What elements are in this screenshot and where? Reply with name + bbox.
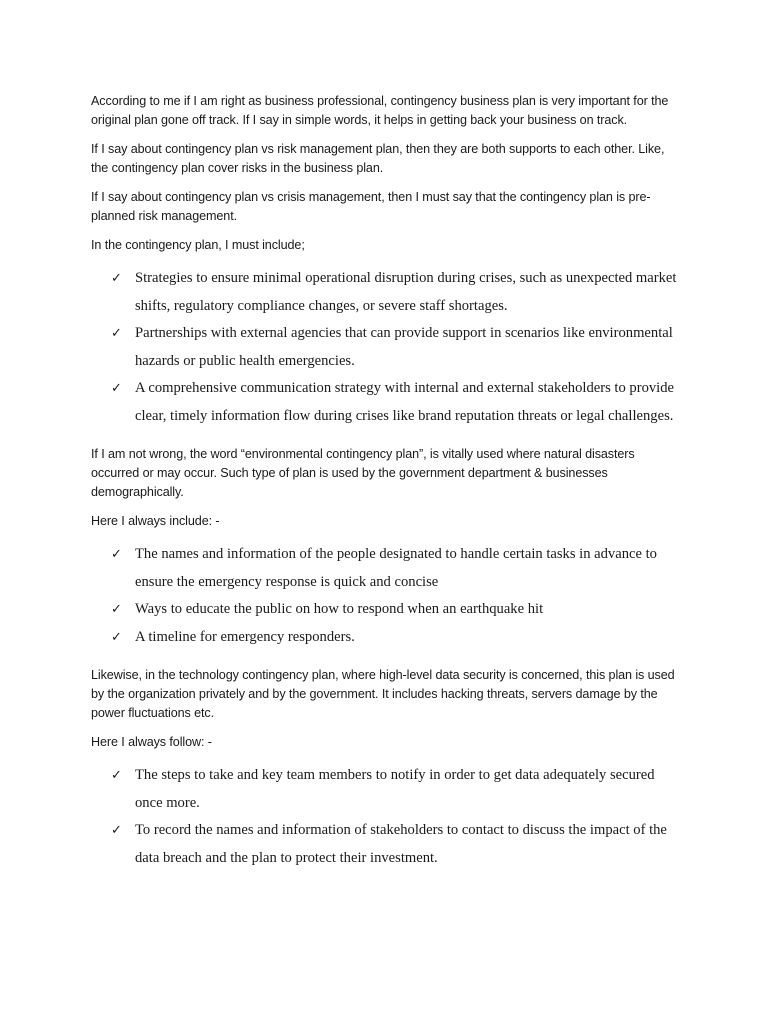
list-item <box>91 624 683 652</box>
document-body <box>91 92 683 887</box>
checkmark-icon: ✓ <box>111 602 122 617</box>
always-include-lead: Here I always include: - <box>91 514 220 528</box>
checkmark-icon: ✓ <box>111 823 122 838</box>
list-item-text: The names and information of the people designated to handle certain tasks in advance to ensure the emergency response is quick and concise <box>135 546 657 590</box>
list-item <box>91 541 683 596</box>
list-item-text: Strategies to ensure minimal operational disruption during crises, such as unexpected market shifts, regulatory compliance changes, or severe staff shortages. <box>135 270 677 314</box>
list-item <box>91 762 683 817</box>
contingency-checklist <box>91 265 683 430</box>
list-item-text: A comprehensive communication strategy with internal and external stakeholders to provide clear, timely information flow during crises like brand reputation threats or legal challenges. <box>135 380 674 424</box>
list-item-text: Ways to educate the public on how to respond when an earthquake hit <box>135 601 544 617</box>
always-follow-lead: Here I always follow: - <box>91 735 212 749</box>
intro-paragraph: According to me if I am right as business professional, contingency business plan is very important for the original plan gone off track. If I say in simple words, it helps in getting back your business on track. <box>91 94 669 127</box>
list-item <box>91 596 683 624</box>
list-item-text: The steps to take and key team members to notify in order to get data adequately secured once more. <box>135 767 655 811</box>
list-item-text: To record the names and information of stakeholders to contact to discuss the impact of the data breach and the plan to protect their investment. <box>135 822 667 866</box>
list-item <box>91 817 683 872</box>
crisis-management-paragraph: If I say about contingency plan vs crisis management, then I must say that the contingency plan is pre-planned risk management. <box>91 190 651 223</box>
list-item <box>91 375 683 430</box>
list-item-text: A timeline for emergency responders. <box>135 628 355 645</box>
list-item <box>91 320 683 375</box>
include-lead-paragraph: In the contingency plan, I must include; <box>91 238 305 252</box>
environmental-plan-paragraph: If I am not wrong, the word “environmental contingency plan”, is vitally used where natural disasters occurred or may occur. Such type of plan is used by the government department & businesses demographically. <box>91 447 635 499</box>
list-item <box>91 265 683 320</box>
checkmark-icon: ✓ <box>111 381 122 396</box>
technology-plan-paragraph: Likewise, in the technology contingency plan, where high-level data security is concerned, this plan is used by the organization privately and by the government. It includes hacking threats, servers damage by the power fluctuations etc. <box>91 668 675 720</box>
checkmark-icon: ✓ <box>111 326 122 341</box>
checkmark-icon: ✓ <box>111 768 122 783</box>
list-item-text: Partnerships with external agencies that can provide support in scenarios like environmental hazards or public health emergencies. <box>135 325 673 369</box>
environmental-checklist <box>91 541 683 651</box>
checkmark-icon: ✓ <box>111 271 122 286</box>
risk-management-paragraph: If I say about contingency plan vs risk management plan, then they are both supports to each other. Like, the contingency plan cover risks in the business plan. <box>91 142 665 175</box>
checkmark-icon: ✓ <box>111 629 122 645</box>
checkmark-icon: ✓ <box>111 547 122 562</box>
technology-checklist <box>91 762 683 872</box>
